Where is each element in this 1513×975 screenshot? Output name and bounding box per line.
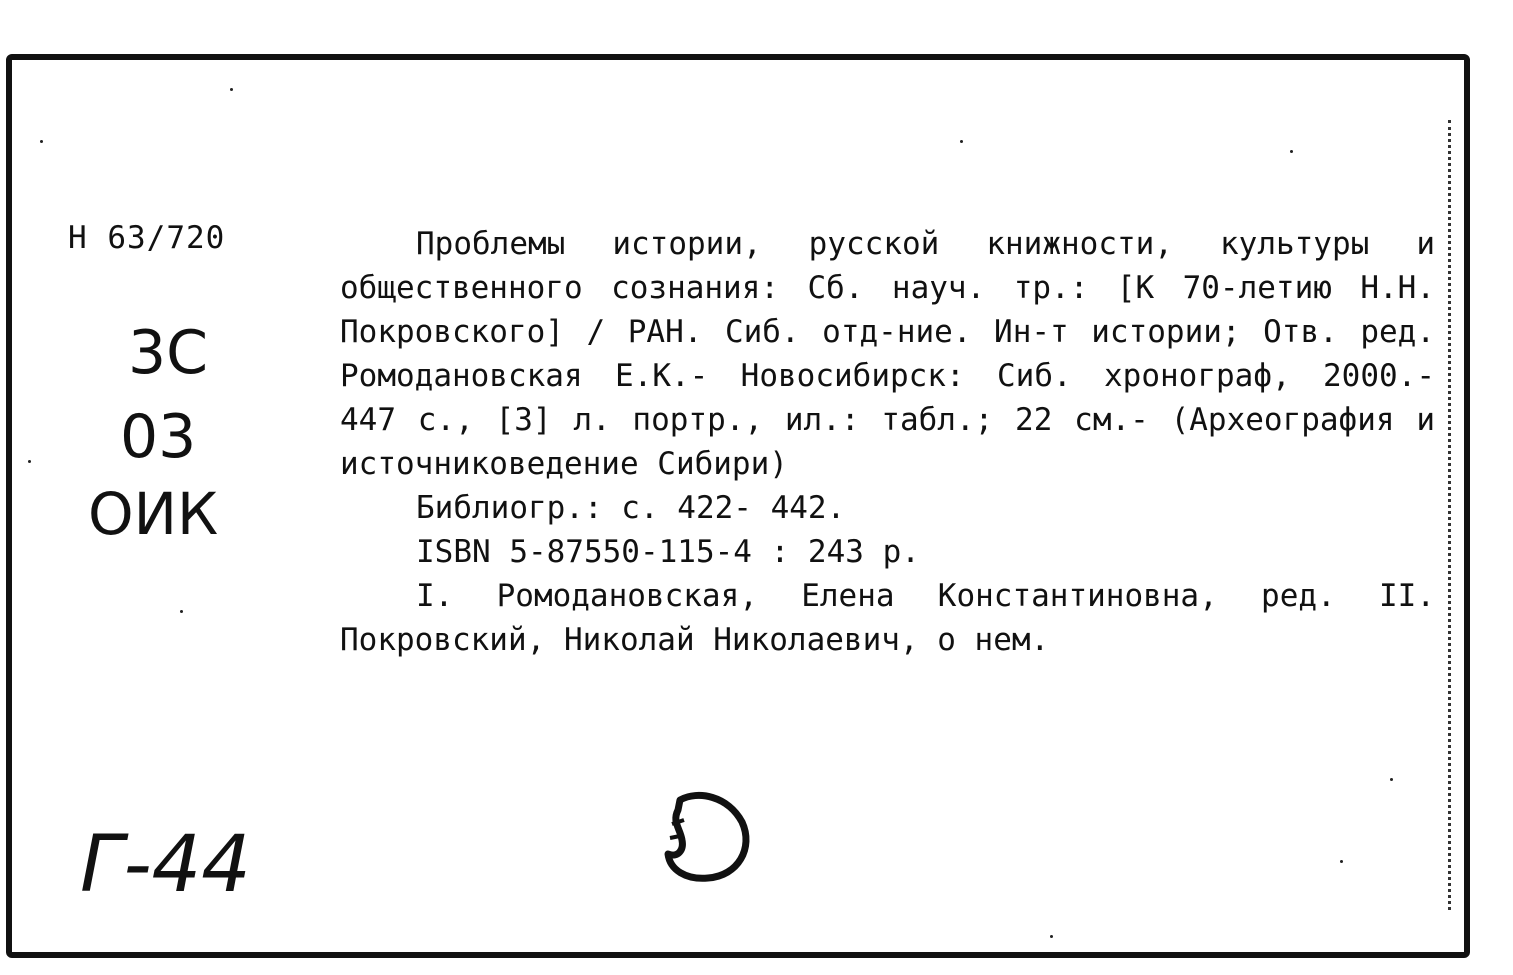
speckle bbox=[230, 88, 233, 91]
speckle bbox=[1390, 778, 1393, 781]
speckle bbox=[180, 610, 183, 613]
speckle bbox=[40, 140, 43, 143]
bibliographic-entry bbox=[340, 222, 1435, 662]
handwritten-mark-2: 03 bbox=[120, 402, 197, 472]
bibliography-note: Библиогр.: с. 422- 442. bbox=[416, 490, 846, 526]
speckle bbox=[1290, 150, 1293, 153]
title-paragraph: Проблемы истории, русской книжности, культуры и общественного сознания: Сб. науч. тр.: [К 70-летию Н.Н. Покровского] / РАН. Сиб. отд-ние. Ин-т истории; Отв. ред. Ромодановская Е.К.- Новосибирск: Сиб. хронограф, 2000.- 447 с., [3] л. портр., ил.: табл.; 22 см.- (Археография и источниковедение Сибири) bbox=[340, 226, 1435, 482]
handwritten-mark-4: Г-44 bbox=[80, 820, 251, 910]
speckle bbox=[1340, 860, 1343, 863]
isbn-price: ISBN 5-87550-115-4 : 243 р. bbox=[416, 534, 920, 570]
speckle bbox=[28, 460, 31, 463]
shelfmark: Н 63/720 bbox=[68, 220, 226, 256]
speckle bbox=[1050, 935, 1053, 938]
handwritten-mark-3: ОИК bbox=[88, 480, 219, 548]
library-stamp-icon bbox=[658, 788, 750, 884]
speckle bbox=[960, 140, 963, 143]
handwritten-mark-1: 3С bbox=[128, 318, 209, 388]
added-entries: I. Ромодановская, Елена Константиновна, ред. II. Покровский, Николай Николаевич, о нем. bbox=[340, 578, 1435, 658]
dotted-edge-mark bbox=[1445, 120, 1451, 910]
